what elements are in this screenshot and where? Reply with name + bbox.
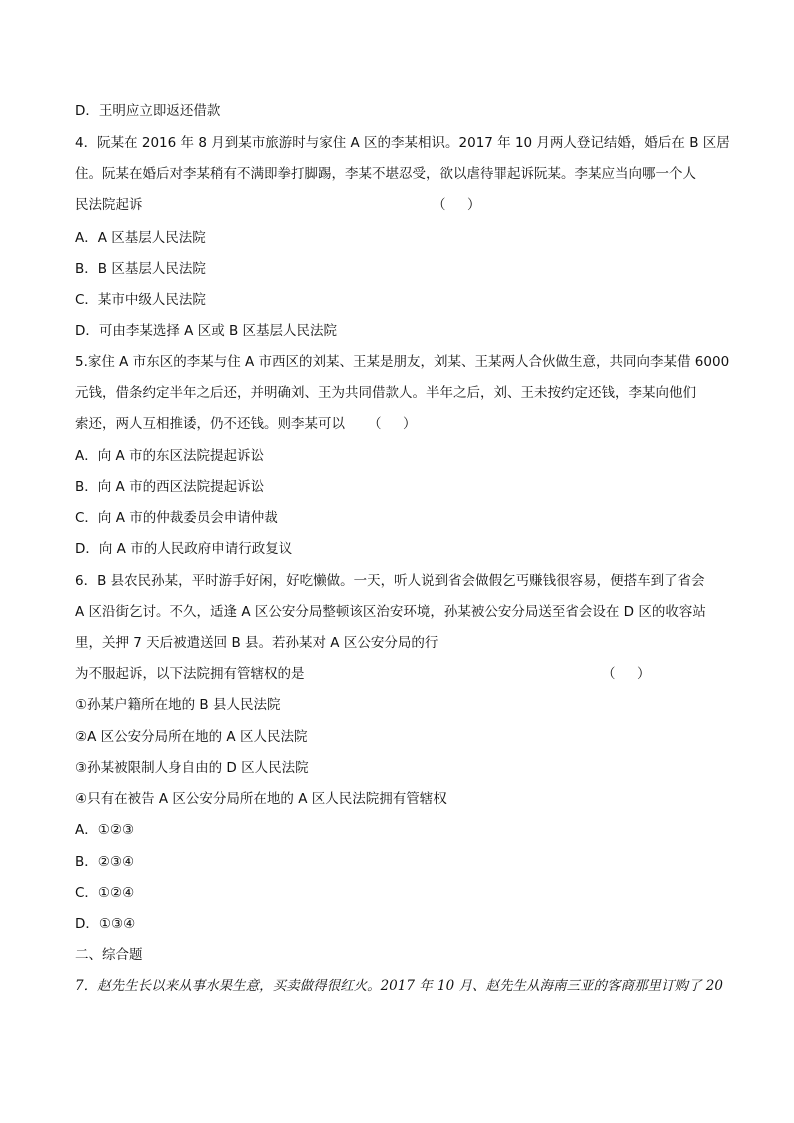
q5-stem-line-1: 5.家住 A 市东区的李某与住 A 市西区的刘某、王某是朋友，刘某、王某两人合伙做生意，共同向李某借 6000 bbox=[75, 354, 730, 370]
q6-option-a: A．①②③ bbox=[75, 822, 135, 838]
q5-option-d: D．向 A 市的人民政府申请行政复议 bbox=[75, 541, 293, 557]
q6-option-c: C．①②④ bbox=[75, 885, 135, 901]
q4-option-a: A．A 区基层人民法院 bbox=[75, 230, 206, 246]
q6-item-4: ④只有在被告 A 区公安分局所在地的 A 区人民法院拥有管辖权 bbox=[75, 791, 447, 807]
q5-answer-bracket: （ ） bbox=[368, 416, 417, 432]
q5-option-a: A．向 A 市的东区法院提起诉讼 bbox=[75, 448, 265, 464]
q6-item-3: ③孙某被限制人身自由的 D 区人民法院 bbox=[75, 760, 309, 776]
q6-stem-line-3: 里，关押 7 天后被遣送回 B 县。若孙某对 A 区公安分局的行 bbox=[75, 635, 439, 651]
q4-stem-line-3: 民法院起诉 bbox=[75, 197, 143, 213]
q4-option-d: D．可由李某选择 A 区或 B 区基层人民法院 bbox=[75, 323, 338, 339]
q6-option-d: D．①③④ bbox=[75, 916, 136, 932]
q5-stem-line-3: 索还，两人互相推诿，仍不还钱。则李某可以 bbox=[75, 416, 345, 432]
q6-item-1: ①孙某户籍所在地的 B 县人民法院 bbox=[75, 697, 281, 713]
q4-stem-line-1: 4．阮某在 2016 年 8 月到某市旅游时与家住 A 区的李某相识。2017 年 10 月两人登记结婚，婚后在 B 区居 bbox=[75, 135, 730, 151]
q5-option-c: C．向 A 市的仲裁委员会申请仲裁 bbox=[75, 510, 278, 526]
q6-stem-line-1: 6．B 县农民孙某，平时游手好闲，好吃懒做。一天，听人说到省会做假乞丐赚钱很容易，便搭车到了省会 bbox=[75, 573, 705, 589]
q6-item-2: ②A 区公安分局所在地的 A 区人民法院 bbox=[75, 729, 308, 745]
q4-answer-bracket: （ ） bbox=[432, 197, 481, 213]
q7-stem-line-1: 7．赵先生长以来从事水果生意，买卖做得很红火。2017 年 10 月、赵先生从海南三亚的客商那里订购了 20 bbox=[75, 978, 723, 994]
q4-stem-line-2: 住。阮某在婚后对李某稍有不满即拳打脚踢，李某不堪忍受，欲以虐待罪起诉阮某。李某应当向哪一个人 bbox=[75, 166, 696, 182]
section-heading: 二、综合题 bbox=[75, 947, 143, 963]
q6-option-b: B．②③④ bbox=[75, 854, 135, 870]
q6-stem-line-4: 为不服起诉，以下法院拥有管辖权的是 bbox=[75, 666, 305, 682]
q6-answer-bracket: （ ） bbox=[602, 666, 651, 682]
q3-option-d: D．王明应立即返还借款 bbox=[75, 103, 221, 119]
q6-stem-line-2: A 区沿街乞讨。不久，适逢 A 区公安分局整顿该区治安环境，孙某被公安分局送至省会设在 D 区的收容站 bbox=[75, 604, 706, 620]
q4-option-c: C．某市中级人民法院 bbox=[75, 292, 206, 308]
q5-option-b: B．向 A 市的西区法院提起诉讼 bbox=[75, 479, 265, 495]
q5-stem-line-2: 元钱，借条约定半年之后还，并明确刘、王为共同借款人。半年之后，刘、王未按约定还钱，李某向他们 bbox=[75, 385, 696, 401]
q4-option-b: B．B 区基层人民法院 bbox=[75, 261, 206, 277]
